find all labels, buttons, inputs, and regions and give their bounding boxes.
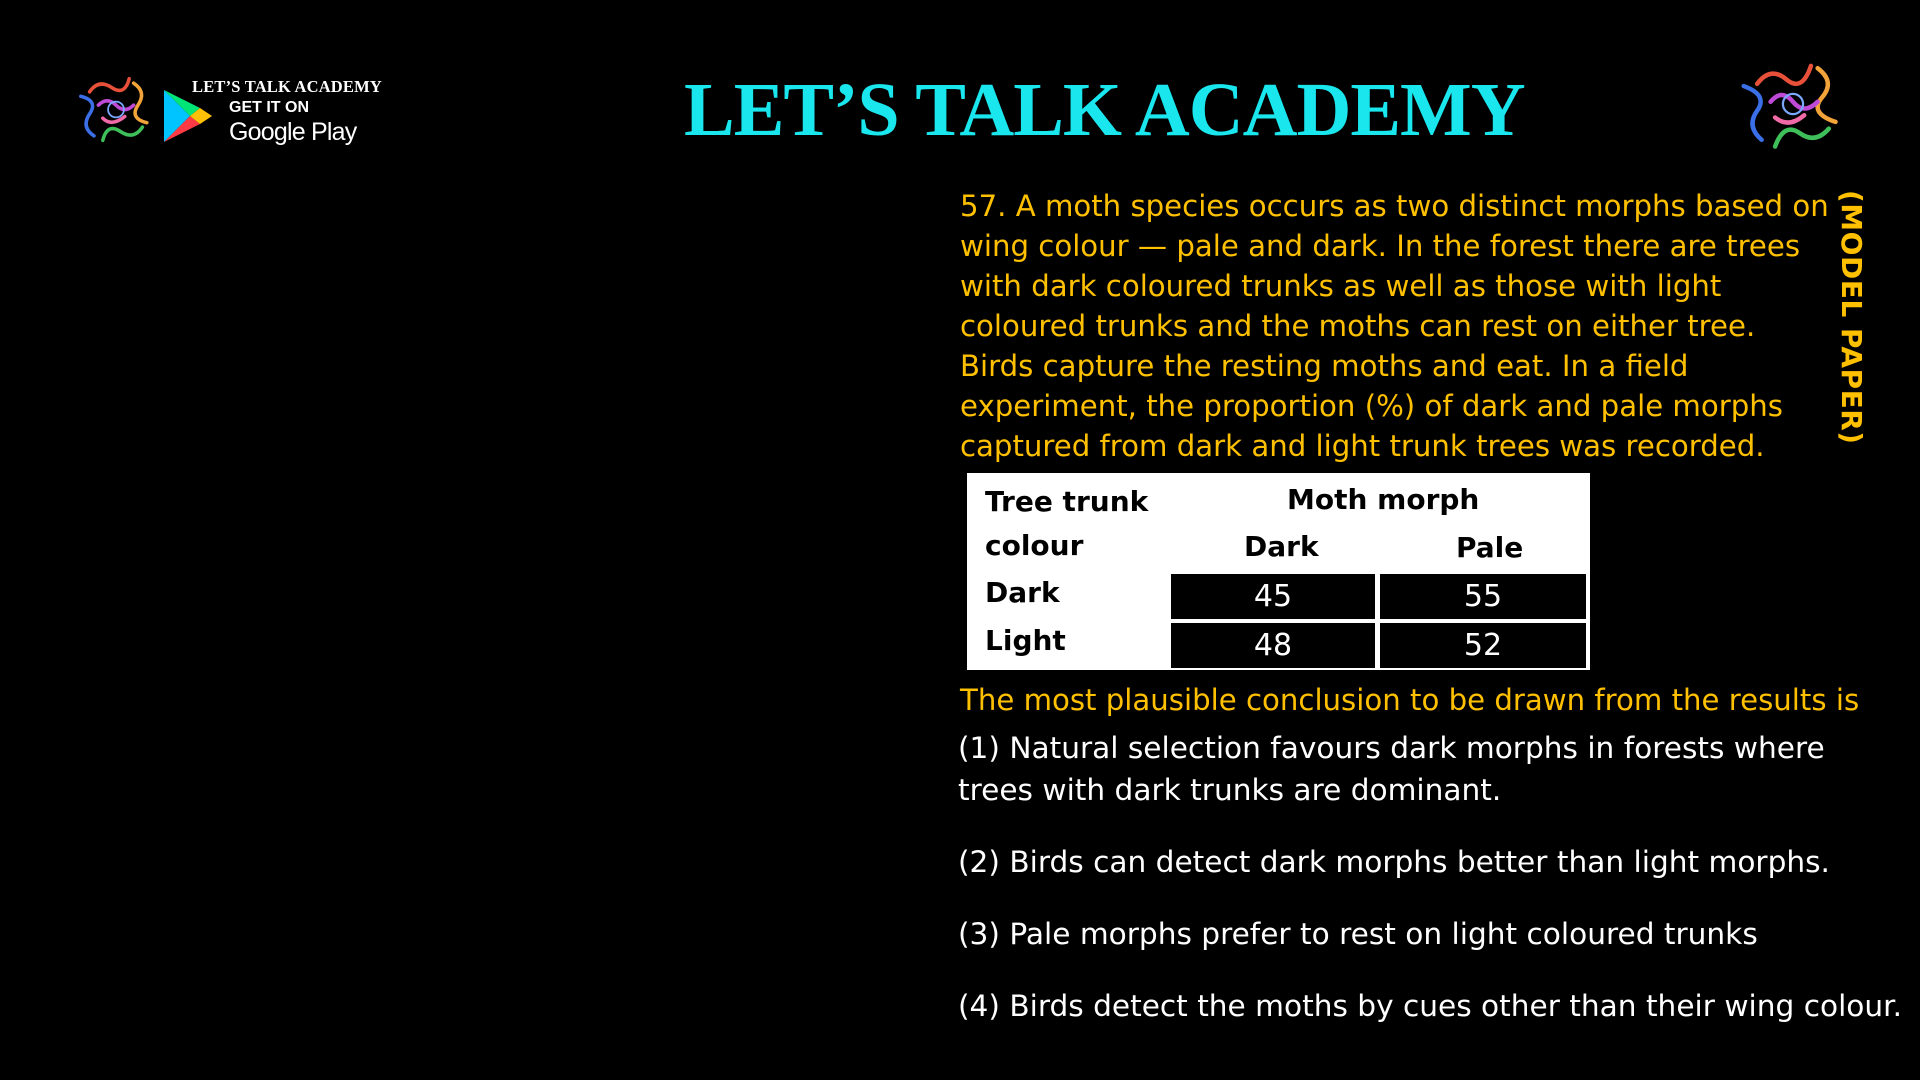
row-label-dark: Dark <box>985 576 1060 609</box>
table-cell: 55 <box>1380 574 1586 619</box>
table-cell: 52 <box>1380 623 1586 668</box>
option-2[interactable]: (2) Birds can detect dark morphs better than light morphs. <box>958 845 1830 879</box>
option-3[interactable]: (3) Pale morphs prefer to rest on light coloured trunks <box>958 917 1758 951</box>
brand-name-small: LET’S TALK ACADEMY <box>192 77 383 96</box>
google-play-label[interactable]: Google Play <box>229 118 357 146</box>
column-header-pale: Pale <box>1456 531 1524 564</box>
row-header-line2: colour <box>985 529 1084 562</box>
academy-logo-icon <box>1737 48 1849 160</box>
table-cell: 48 <box>1171 623 1375 668</box>
row-header-line1: Tree trunk <box>985 485 1149 518</box>
option-1[interactable]: (1) Natural selection favours dark morphs in forests where trees with dark trunks are dominant. <box>958 731 1825 807</box>
question-text: 57. A moth species occurs as two distinct morphs based on wing colour — pale and dark. In the forest there are trees with dark coloured trunks as well as those with light coloured trunks and the moths can rest on either tree. Birds capture the resting moths and eat. In a field experiment, the proportion (%) of dark and pale morphs captured from dark and light trunk trees was recorded. <box>960 189 1829 463</box>
column-header-dark: Dark <box>1244 530 1319 563</box>
row-label-light: Light <box>985 624 1066 657</box>
page-title: LET’S TALK ACADEMY <box>684 68 1525 152</box>
get-it-on-label: GET IT ON <box>229 99 309 116</box>
table-cell: 45 <box>1171 574 1375 619</box>
model-paper-label: (MODEL PAPER) <box>1835 190 1868 445</box>
option-4[interactable]: (4) Birds detect the moths by cues other than their wing colour. <box>958 989 1903 1023</box>
academy-logo-icon <box>72 62 160 157</box>
group-header: Moth morph <box>1287 483 1480 516</box>
data-table <box>967 473 1590 670</box>
conclusion-prompt: The most plausible conclusion to be drawn from the results is <box>960 683 1860 717</box>
